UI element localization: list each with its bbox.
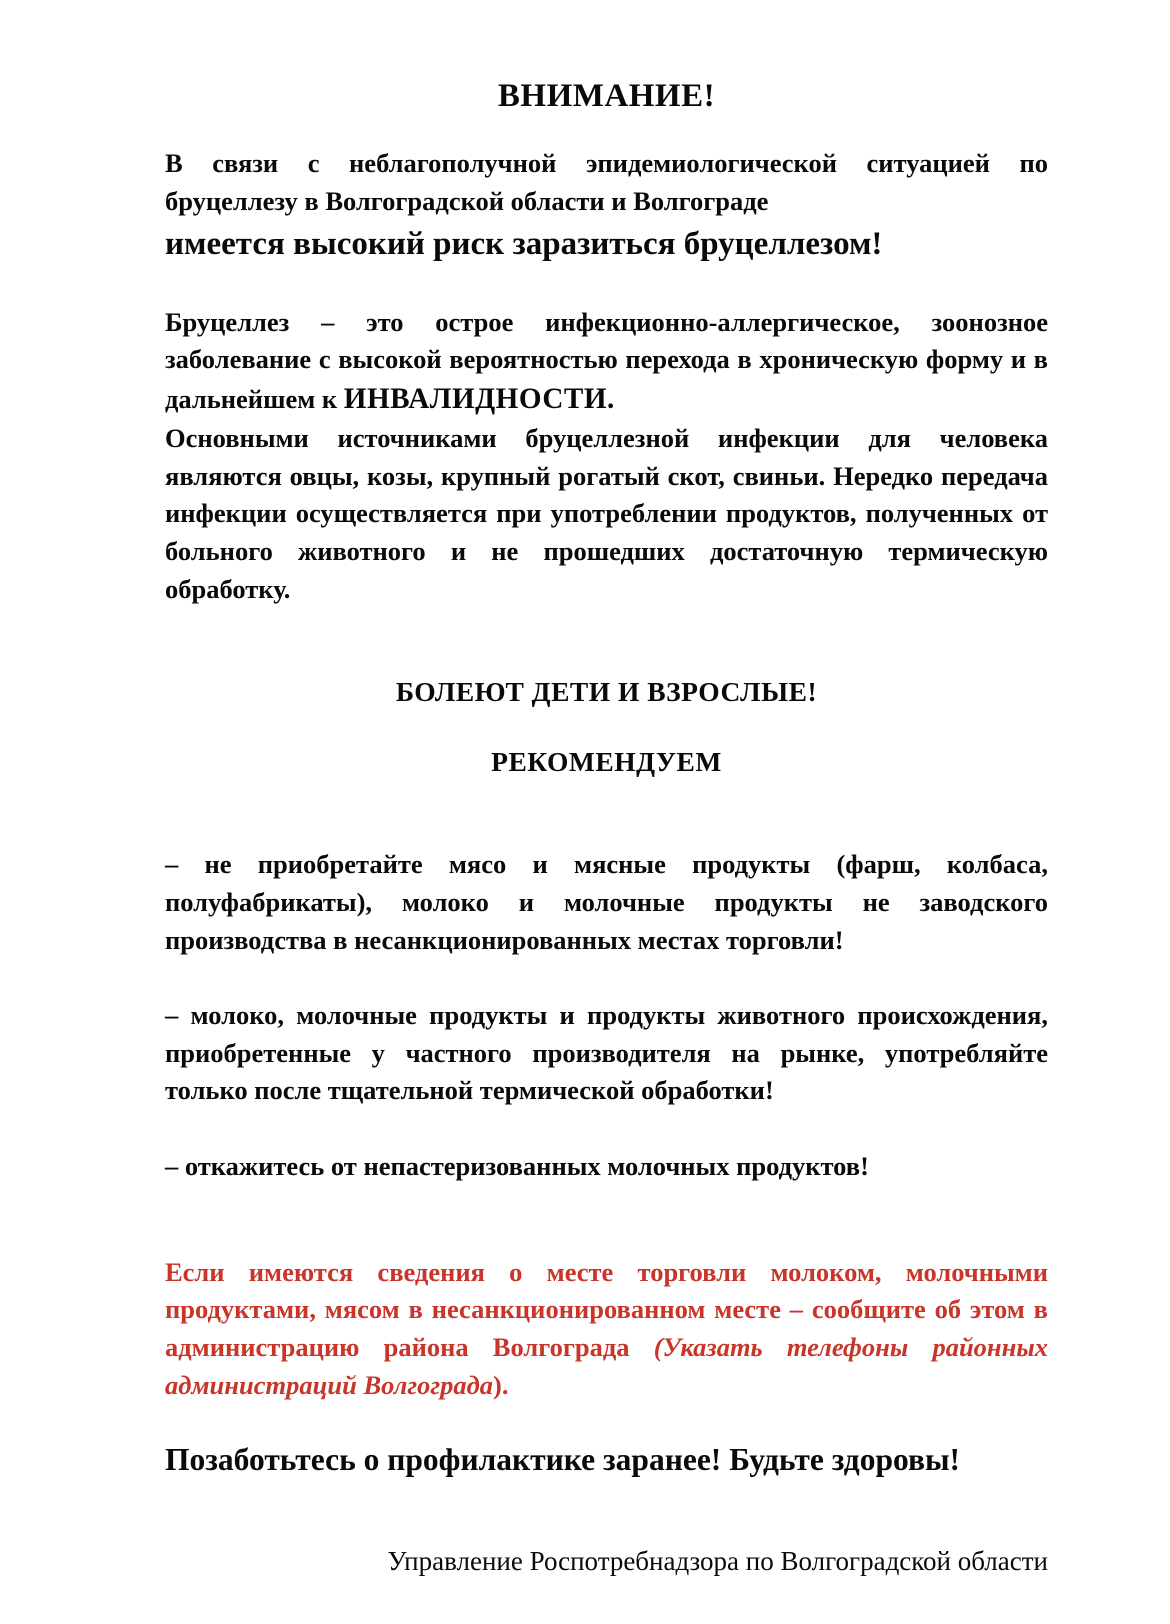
spacer — [165, 708, 1048, 746]
heading-recommend: РЕКОМЕНДУЕМ — [491, 746, 722, 778]
spacer — [165, 1110, 1048, 1148]
report-notice-paragraph — [165, 1254, 1048, 1405]
spacer — [165, 1478, 1048, 1516]
recommendation-item-milk: – молоко, молочные продукты и продукты животного происхождения, приобретенные у частного производителя на рынке, употребляйте только после тщательной термической обработки! — [165, 1000, 1048, 1106]
recommendation-item-meat: – не приобретайте мясо и мясные продукты (фарш, колбаса, полуфабрикаты), молоко и молочные продукты не заводского производства в несанкционированных местах торговли! — [165, 849, 1048, 955]
spacer — [165, 1186, 1048, 1224]
spacer — [165, 778, 1048, 816]
intro-situation-paragraph: В связи с неблагополучной эпидемиологической ситуацией по бруцеллезу в Волгоградской области и Волгограде — [165, 148, 1048, 216]
spacer — [165, 816, 1048, 846]
spacer — [165, 266, 1048, 304]
intro-risk-statement: имеется высокий риск заразиться бруцеллезом! — [165, 226, 883, 263]
spacer — [165, 646, 1048, 676]
report-notice-text: Если имеются сведения о месте торговли молоком, молочными продуктами, мясом в несанкционированном месте – сообщите об этом в администрацию района Волгограда — [165, 1256, 1048, 1362]
spacer — [165, 1516, 1048, 1546]
document-title: ВНИМАНИЕ! — [497, 78, 716, 114]
footer-agency-signature: Управление Роспотребнадзора по Волгоградской области — [387, 1546, 1048, 1577]
report-notice-placeholder-italic: (Указать телефоны районных администраций Волгограда — [165, 1331, 1048, 1400]
spacer — [165, 1404, 1048, 1442]
spacer — [165, 1224, 1048, 1254]
spacer — [165, 608, 1048, 646]
disability-emphasis: ИНВАЛИДНОСТИ. — [343, 382, 615, 415]
closing-statement: Позаботьтесь о профилактике заранее! Будьте здоровы! — [165, 1442, 961, 1478]
infection-sources-paragraph: Основными источниками бруцеллезной инфекции для человека являются овцы, козы, крупный рогатый скот, свиньи. Нередко передача инфекции осуществляется при употреблении продуктов, полученных от больного животного и не прошедших достаточную термическую обработку. — [165, 423, 1048, 604]
spacer — [165, 959, 1048, 997]
heading-affected: БОЛЕЮТ ДЕТИ И ВЗРОСЛЫЕ! — [395, 676, 818, 708]
report-notice-closing: ). — [493, 1369, 509, 1400]
disease-description-paragraph — [165, 304, 1048, 421]
disease-description-text: Бруцеллез – это острое инфекционно-аллергическое, зоонозное заболевание с высокой вероятностью перехода в хроническую форму и в дальнейшем к — [165, 306, 1048, 414]
recommendation-item-unpasteurized: – откажитесь от непастеризованных молочных продуктов! — [165, 1151, 869, 1182]
